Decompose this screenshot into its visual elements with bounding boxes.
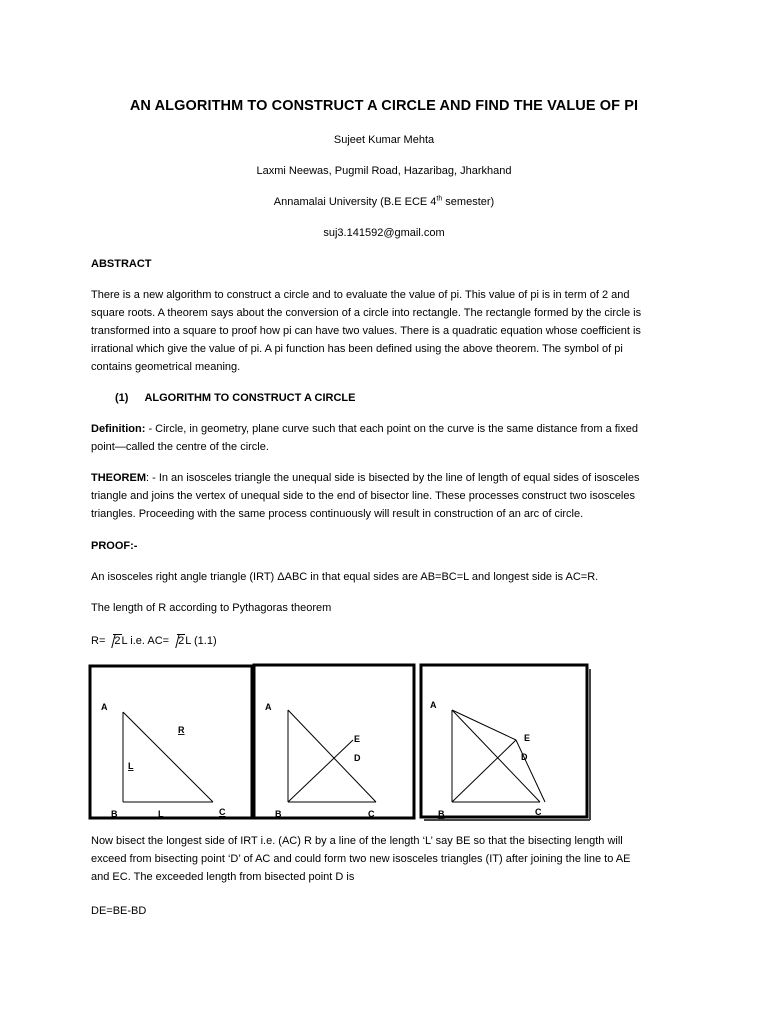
label-R: R — [178, 725, 185, 735]
label-E: E — [354, 734, 361, 744]
author-address: Laxmi Neewas, Pugmil Road, Hazaribag, Jharkhand — [256, 165, 512, 177]
triangle-abc-1 — [123, 712, 213, 802]
abstract-body — [91, 286, 681, 376]
equation-1-1: R= 2L i.e. AC= 2L (1.1) — [91, 632, 681, 650]
triangle-figures — [88, 660, 592, 822]
label-D: D — [354, 753, 361, 763]
theorem-label: THEOREM — [91, 472, 146, 484]
label-L: L — [128, 761, 134, 771]
triangle-abc-2 — [288, 710, 376, 802]
author-affiliation: Annamalai University (B.E ECE 4th semester) — [273, 195, 495, 208]
pythagoras-paragraph: The length of R according to Pythagoras theorem — [91, 602, 332, 614]
abstract-line: contains geometrical meaning. — [91, 361, 241, 373]
label-C: C — [219, 807, 226, 817]
label-C: C — [368, 809, 375, 819]
triangle-abc-3 — [452, 710, 545, 802]
author-name: Sujeet Kumar Mehta — [333, 134, 435, 146]
label-B: B — [438, 809, 445, 819]
definition-paragraph: Definition: - Circle, in geometry, plane curve such that each point on the curve is the same distance from a fixed point—called the centre of the circle. — [91, 423, 638, 453]
bisect-paragraph: Now bisect the longest side of IRT i.e. (AC) R by a line of the length ‘L’ say BE so that the bisecting length will exceed from bisecting point ‘D’ of AC and could form two new isosceles triangles (IT) after joining the line to AE and EC. The exceeded length from bisected point D is — [91, 835, 631, 883]
label-B: B — [275, 809, 282, 819]
abstract-heading: ABSTRACT — [91, 258, 152, 270]
section-title: ALGORITHM TO CONSTRUCT A CIRCLE — [144, 392, 356, 404]
author-email: suj3.141592@gmail.com — [323, 227, 445, 239]
section-number: (1) — [115, 392, 129, 404]
figure-frame-2 — [254, 665, 414, 818]
de-equation: DE=BE-BD — [91, 905, 147, 917]
abstract-line: square roots. A theorem says about the conversion of a circle into rectangle. The rectangle formed by the circle is — [91, 307, 642, 319]
label-B: B — [111, 809, 118, 819]
figure-frame-1 — [90, 666, 252, 818]
figures-svg — [88, 660, 592, 822]
sqrt-symbol: 2 — [106, 632, 121, 650]
paper-title: AN ALGORITHM TO CONSTRUCT A CIRCLE AND FIND THE VALUE OF PI — [129, 98, 639, 114]
label-A: A — [430, 700, 437, 710]
label-D: D — [521, 752, 528, 762]
label-E: E — [524, 733, 531, 743]
theorem-paragraph: THEOREM: - In an isosceles triangle the unequal side is bisected by the line of length of equal sides of isosceles triangle and joins the vertex of unequal side to the end of bisector line. These processes construct two isosceles triangles. Proceeding with the same process continuously will result in construction of an arc of circle. — [91, 472, 640, 520]
label-L: L — [158, 809, 164, 819]
proof-heading: PROOF:- — [91, 540, 138, 552]
abstract-line: There is a new algorithm to construct a circle and to evaluate the value of pi. This value of pi is in term of 2 and — [91, 289, 630, 301]
abstract-line: transformed into a square to proof how pi can have two values. There is a quadratic equation whose coefficient is — [91, 325, 641, 337]
label-A: A — [101, 702, 108, 712]
figure-frame-3 — [421, 665, 587, 817]
definition-label: Definition: — [91, 423, 146, 435]
section-heading — [115, 389, 705, 407]
label-A: A — [265, 702, 272, 712]
irt-paragraph: An isosceles right angle triangle (IRT) ΔABC in that equal sides are AB=BC=L and longest side is AC=R. — [91, 571, 599, 583]
label-C: C — [535, 807, 542, 817]
abstract-line: irrational which give the value of pi. A pi function has been defined using the above theorem. The symbol of pi — [91, 343, 623, 355]
sqrt-symbol: 2 — [170, 632, 185, 650]
